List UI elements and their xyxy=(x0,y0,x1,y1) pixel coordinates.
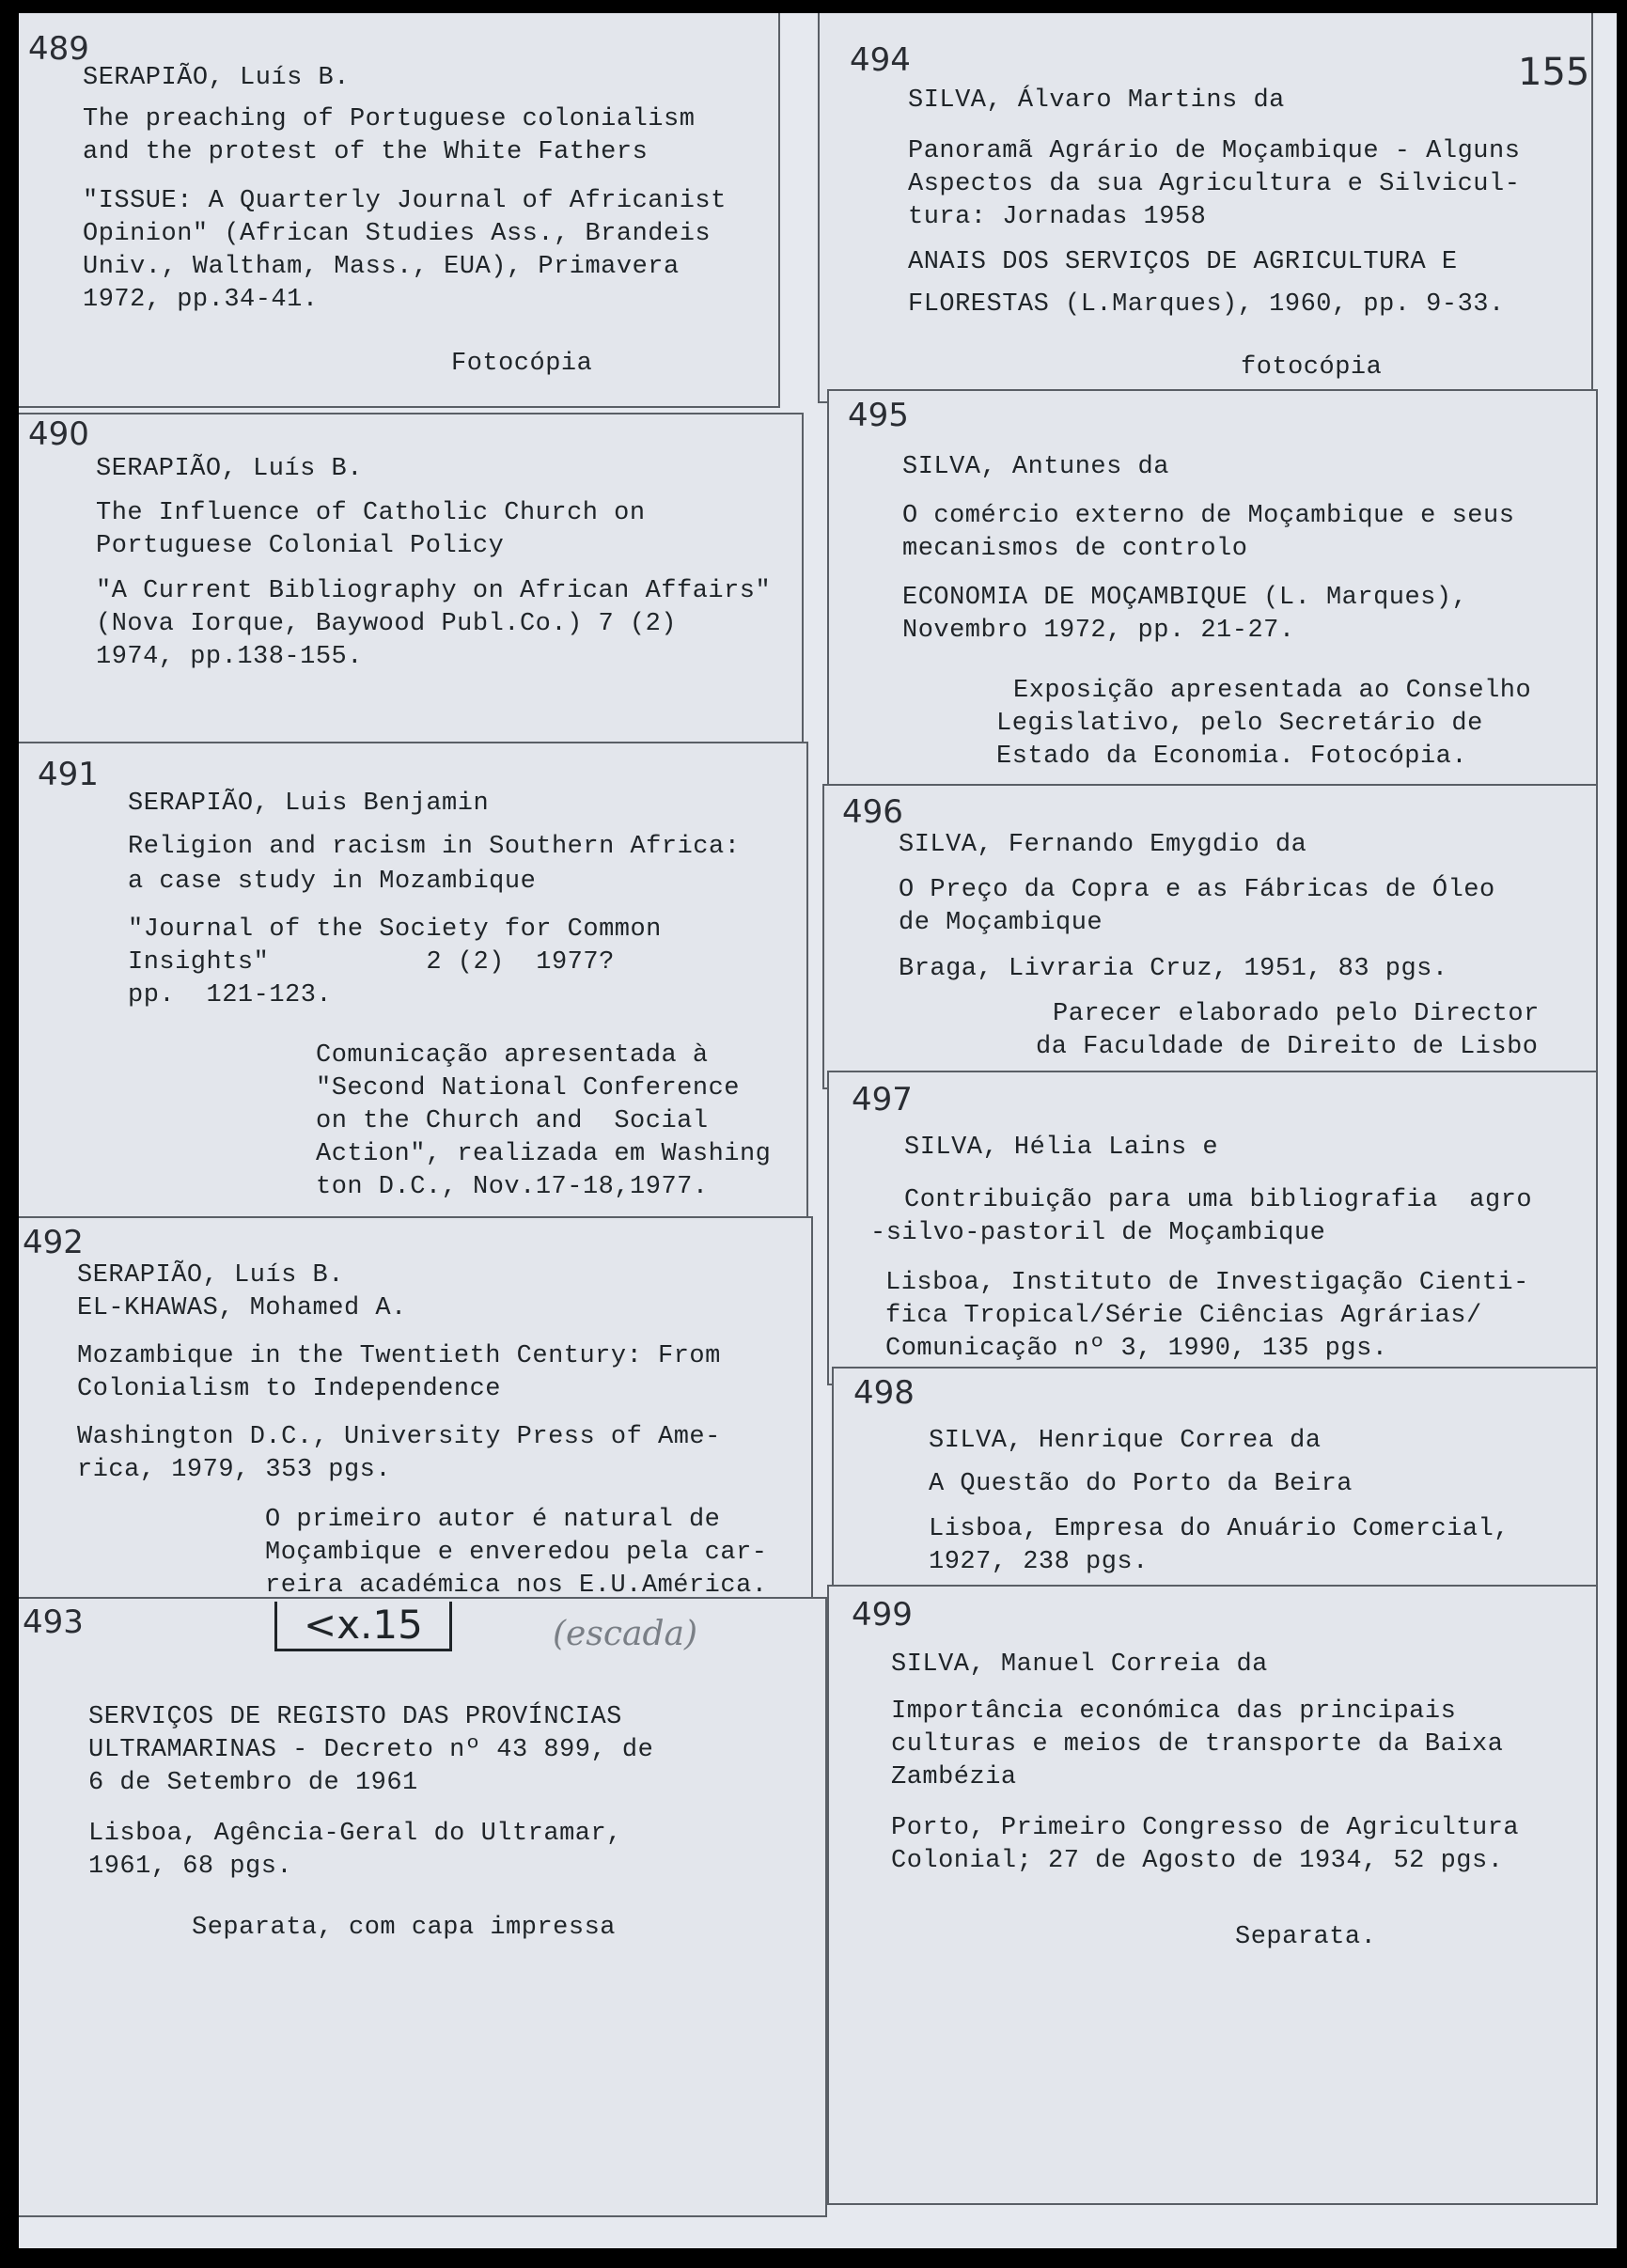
card-title-line: Religion and racism in Southern Africa: xyxy=(128,833,741,861)
card-title-line: de Moçambique xyxy=(899,909,1103,937)
catalog-sheet xyxy=(19,13,1617,2248)
card-title-line: Zambézia xyxy=(891,1763,1017,1791)
card-source-line: fica Tropical/Série Ciências Agrárias/ xyxy=(885,1302,1482,1330)
card-source-line: 1974, pp.138-155. xyxy=(96,643,363,671)
card-source-line: "A Current Bibliography on African Affairs" xyxy=(96,577,772,605)
card-coauthor: EL-KHAWAS, Mohamed A. xyxy=(77,1294,407,1322)
card-source-line: Insights" 2 (2) 1977? xyxy=(128,948,615,977)
card-title-line: The preaching of Portuguese colonialism xyxy=(83,105,696,133)
card-number: 493 xyxy=(23,1603,84,1641)
card-note-line: Exposição apresentada ao Conselho xyxy=(1013,677,1532,705)
card-frame-493 xyxy=(19,1597,827,2217)
shelf-note: (escada) xyxy=(553,1615,698,1653)
card-author: SILVA, Álvaro Martins da xyxy=(908,86,1285,115)
card-author: SERAPIÃO, Luis Benjamin xyxy=(128,790,490,818)
card-author: SILVA, Hélia Lains e xyxy=(904,1134,1219,1162)
card-note-line: Separata. xyxy=(1235,1923,1377,1951)
card-note-line: Action", realizada em Washing xyxy=(316,1140,772,1168)
card-source-line: "ISSUE: A Quarterly Journal of Africanist xyxy=(83,187,727,215)
card-author: SERAPIÃO, Luís B. xyxy=(83,64,350,92)
card-note-line: Parecer elaborado pelo Director xyxy=(1053,1000,1540,1028)
card-source-line: Lisboa, Empresa do Anuário Comercial, xyxy=(929,1515,1510,1543)
card-source-line: Univ., Waltham, Mass., EUA), Primavera xyxy=(83,253,680,281)
card-number: 495 xyxy=(848,397,909,434)
card-source-line: Porto, Primeiro Congresso de Agricultura xyxy=(891,1814,1520,1842)
card-author: SILVA, Antunes da xyxy=(902,453,1169,481)
card-title-line: Importância económica das principais xyxy=(891,1697,1457,1726)
card-title-line: Colonialism to Independence xyxy=(77,1375,501,1403)
card-title-line: -silvo-pastoril de Moçambique xyxy=(870,1219,1326,1247)
card-title-line: O comércio externo de Moçambique e seus xyxy=(902,502,1515,530)
card-title-line: culturas e meios de transporte da Baixa xyxy=(891,1730,1504,1759)
card-note-line: O primeiro autor é natural de xyxy=(265,1506,721,1534)
card-number: 496 xyxy=(842,793,903,831)
card-source-line: rica, 1979, 353 pgs. xyxy=(77,1456,392,1484)
card-author: SILVA, Henrique Correa da xyxy=(929,1427,1322,1455)
card-source-line: ANAIS DOS SERVIÇOS DE AGRICULTURA E xyxy=(908,248,1458,276)
card-author: SERAPIÃO, Luís B. xyxy=(96,455,363,483)
card-title-line: tura: Jornadas 1958 xyxy=(908,203,1207,231)
card-title-line: ULTRAMARINAS - Decreto nº 43 899, de xyxy=(88,1736,654,1764)
card-title-line: mecanismos de controlo xyxy=(902,535,1248,563)
card-source-line: 1972, pp.34-41. xyxy=(83,286,319,314)
card-title-line: a case study in Mozambique xyxy=(128,868,537,896)
card-note-line: Estado da Economia. Fotocópia. xyxy=(996,743,1468,771)
card-source-line: Colonial; 27 de Agosto de 1934, 52 pgs. xyxy=(891,1847,1504,1875)
card-note-line: Legislativo, pelo Secretário de xyxy=(996,710,1483,738)
card-source-line: "Journal of the Society for Common xyxy=(128,915,662,944)
card-title-line: Mozambique in the Twentieth Century: From xyxy=(77,1342,721,1370)
card-author: SILVA, Fernando Emygdio da xyxy=(899,831,1307,859)
card-note-line: "Second National Conference xyxy=(316,1074,740,1103)
card-title-line: Aspectos da sua Agricultura e Silvicul- xyxy=(908,170,1521,198)
card-note-line: Separata, com capa impressa xyxy=(192,1914,616,1942)
card-source-line: Braga, Livraria Cruz, 1951, 83 pgs. xyxy=(899,955,1448,983)
card-number: 490 xyxy=(28,415,89,453)
card-source-line: Novembro 1972, pp. 21-27. xyxy=(902,617,1295,645)
shelf-box-label: <x.15 xyxy=(274,1602,452,1651)
card-source-line: Lisboa, Instituto de Investigação Cienti- xyxy=(885,1269,1529,1297)
card-note-line: reira académica nos E.U.América. xyxy=(265,1572,768,1600)
card-note-line: Moçambique e enveredou pela car- xyxy=(265,1539,768,1567)
card-title-line: Portuguese Colonial Policy xyxy=(96,532,505,560)
card-source-line: Comunicação nº 3, 1990, 135 pgs. xyxy=(885,1335,1388,1363)
card-author: SERAPIÃO, Luís B. xyxy=(77,1261,344,1290)
card-number: 489 xyxy=(28,30,89,68)
card-number: 497 xyxy=(852,1081,913,1118)
card-number: 499 xyxy=(852,1596,913,1634)
card-number: 494 xyxy=(850,41,911,79)
card-number: 498 xyxy=(853,1374,915,1412)
card-note-line: Fotocópia xyxy=(451,350,593,378)
card-author: SILVA, Manuel Correia da xyxy=(891,1650,1268,1679)
card-note-line: ton D.C., Nov.17-18,1977. xyxy=(316,1173,709,1201)
card-note-line: da Faculdade de Direito de Lisbo xyxy=(1036,1033,1539,1061)
card-note-line: Comunicação apresentada à xyxy=(316,1041,709,1070)
card-title-line: The Influence of Catholic Church on xyxy=(96,499,646,527)
card-title-line: A Questão do Porto da Beira xyxy=(929,1470,1353,1498)
card-source-line: Opinion" (African Studies Ass., Brandeis xyxy=(83,220,712,248)
card-note-line: fotocópia xyxy=(1241,353,1383,382)
card-title-line: O Preço da Copra e as Fábricas de Óleo xyxy=(899,876,1495,904)
card-title-line: SERVIÇOS DE REGISTO DAS PROVÍNCIAS xyxy=(88,1703,622,1731)
card-source-line: pp. 121-123. xyxy=(128,981,333,1009)
card-title-line: Contribuição para uma bibliografia agro xyxy=(904,1186,1533,1214)
card-source-line: Lisboa, Agência-Geral do Ultramar, xyxy=(88,1820,622,1848)
page-number: 155 xyxy=(1518,51,1590,94)
card-title-line: 6 de Setembro de 1961 xyxy=(88,1769,418,1797)
card-source-line: 1927, 238 pgs. xyxy=(929,1548,1149,1576)
card-source-line: (Nova Iorque, Baywood Publ.Co.) 7 (2) xyxy=(96,610,677,638)
card-number: 491 xyxy=(38,756,99,793)
card-title-line: and the protest of the White Fathers xyxy=(83,138,649,166)
card-note-line: on the Church and Social xyxy=(316,1107,709,1135)
card-source-line: Washington D.C., University Press of Ame- xyxy=(77,1423,721,1451)
card-source-line: 1961, 68 pgs. xyxy=(88,1853,293,1881)
card-number: 492 xyxy=(23,1224,84,1261)
card-source-line: FLORESTAS (L.Marques), 1960, pp. 9-33. xyxy=(908,290,1505,319)
card-title-line: Panoramã Agrário de Moçambique - Alguns xyxy=(908,137,1521,165)
card-source-line: ECONOMIA DE MOÇAMBIQUE (L. Marques), xyxy=(902,584,1468,612)
